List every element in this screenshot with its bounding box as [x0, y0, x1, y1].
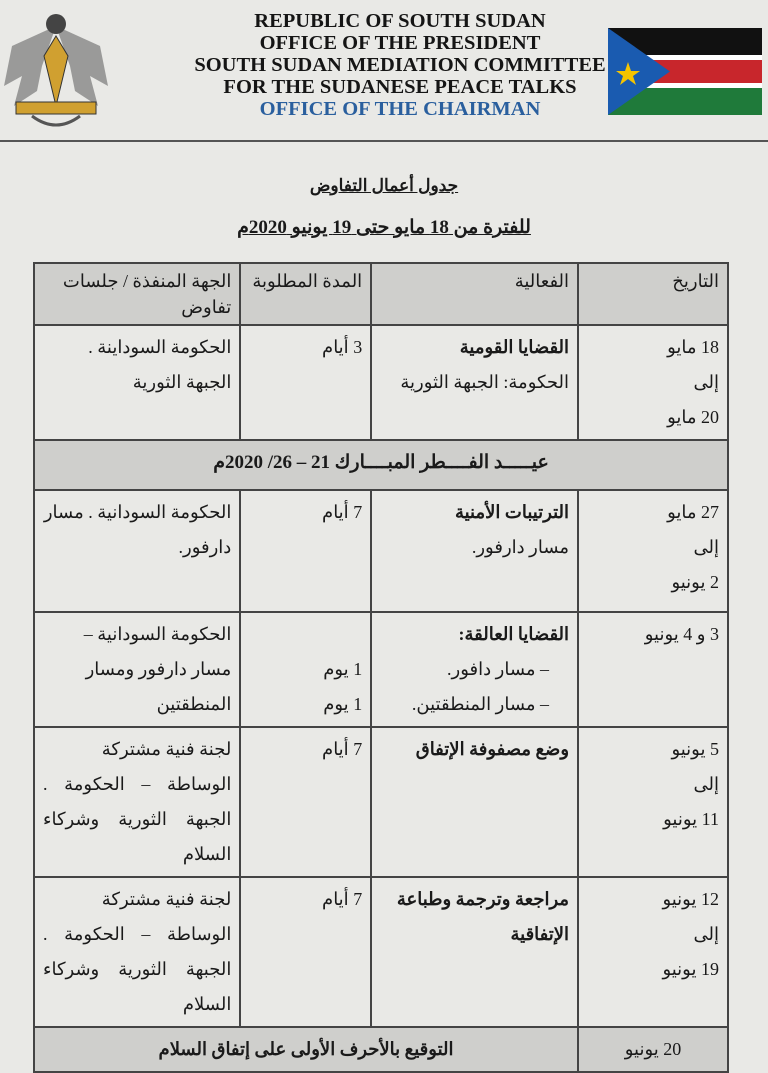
date-line: إلى: [693, 774, 719, 794]
header-activity: الفعالية: [371, 263, 578, 325]
date-line: 12 يونيو: [662, 889, 719, 909]
party-line: لجنة فنية مشتركة: [101, 739, 232, 759]
office-of-chairman: OFFICE OF THE CHAIRMAN: [259, 98, 541, 120]
date-cell: [578, 325, 728, 440]
table-header-row: [34, 263, 728, 325]
header-divider: [0, 140, 768, 142]
date-cell: [578, 877, 728, 1027]
activity-cell: [371, 325, 578, 440]
date-cell: [578, 727, 728, 877]
header-date: التاريخ: [578, 263, 728, 325]
table-row: [34, 490, 728, 612]
party-line: الحكومة السودانية – مسار دارفور ومسار المنطقتين: [83, 624, 232, 714]
date-line: إلى: [693, 372, 719, 392]
signing-cell: التوقيع بالأحرف الأولى على إتفاق السلام: [34, 1027, 578, 1072]
activity-line: – مسار دافور.: [447, 659, 550, 679]
duration-line: [249, 617, 362, 652]
activity-title: القضايا القومية: [459, 337, 570, 357]
duration-cell: [240, 877, 371, 1027]
date-line: 3 و 4 يونيو: [644, 624, 719, 644]
letterhead-line: SOUTH SUDAN MEDIATION COMMITTEE: [194, 54, 606, 76]
table-row: [34, 612, 728, 727]
letterhead-line: OFFICE OF THE PRESIDENT: [259, 32, 541, 54]
letterhead-line: FOR THE SUDANESE PEACE TALKS: [223, 76, 577, 98]
date-line: 20 مايو: [667, 407, 719, 427]
activity-cell: [371, 612, 578, 727]
eid-banner: عيـــــد الفــــطر المبــــارك 21 – 26/ 2020م: [34, 440, 728, 490]
activity-cell: [371, 877, 578, 1027]
date-line: 27 مايو: [667, 502, 719, 522]
document-subtitle: للفترة من 18 مايو حتى 19 يونيو 2020م: [237, 217, 531, 238]
letterhead-line: REPUBLIC OF SOUTH SUDAN: [254, 10, 546, 32]
activity-cell: [371, 490, 578, 612]
duration-line: 7 أيام: [322, 889, 363, 909]
party-cell: [34, 490, 240, 612]
duration-line: 1 يوم: [323, 694, 363, 714]
activity-line: مسار دارفور.: [471, 537, 570, 557]
activity-title: القضايا العالقة:: [458, 624, 570, 644]
table-row: [34, 727, 728, 877]
duration-cell: [240, 490, 371, 612]
activity-title: مراجعة وترجمة وطباعة الإتفاقية: [396, 889, 570, 944]
date-cell: [578, 1027, 728, 1072]
party-cell: [34, 727, 240, 877]
duration-line: 7 أيام: [322, 502, 363, 522]
date-cell: [578, 490, 728, 612]
table-row: [34, 1027, 728, 1072]
date-line: إلى: [693, 537, 719, 557]
party-cell: [34, 612, 240, 727]
duration-cell: [240, 727, 371, 877]
south-sudan-flag: [608, 28, 762, 115]
schedule-table: [33, 262, 729, 1073]
table-row: [34, 325, 728, 440]
south-sudan-emblem: [2, 6, 110, 136]
party-cell: [34, 877, 240, 1027]
date-line: 2 يونيو: [671, 572, 719, 592]
activity-cell: [371, 727, 578, 877]
date-line: 19 يونيو: [662, 959, 719, 979]
date-line: 20 يونيو: [624, 1039, 682, 1059]
date-line: 18 مايو: [667, 337, 719, 357]
table-row: [34, 877, 728, 1027]
party-cell: [34, 325, 240, 440]
date-cell: [578, 612, 728, 727]
activity-line: الحكومة: الجبهة الثورية: [400, 372, 570, 392]
header-duration: المدة المطلوبة: [240, 263, 371, 325]
document-title: جدول أعمال التفاوض: [309, 176, 459, 195]
duration-line: 1 يوم: [323, 659, 363, 679]
party-line: الوساطة – الحكومة . الجبهة الثورية وشركاء السلام: [43, 774, 232, 864]
activity-title: وضع مصفوفة الإتفاق: [415, 739, 570, 759]
duration-line: 3 أيام: [322, 337, 363, 357]
party-line: الحكومة السوداينة . الجبهة الثورية: [88, 337, 232, 392]
header-party: الجهة المنفذة / جلسات تفاوض: [34, 263, 240, 325]
duration-cell: [240, 325, 371, 440]
activity-line: – مسار المنطقتين.: [411, 694, 550, 714]
date-line: 5 يونيو: [671, 739, 719, 759]
duration-line: 7 أيام: [322, 739, 363, 759]
party-line: الوساطة – الحكومة . الجبهة الثورية وشركاء السلام: [43, 924, 232, 1014]
party-line: لجنة فنية مشتركة: [101, 889, 232, 909]
duration-cell: [240, 612, 371, 727]
date-line: إلى: [693, 924, 719, 944]
letterhead: [120, 10, 680, 120]
party-line: الحكومة السودانية . مسار دارفور.: [43, 502, 232, 557]
date-line: 11 يونيو: [663, 809, 719, 829]
activity-title: الترتيبات الأمنية: [454, 502, 570, 522]
eid-banner-row: [34, 440, 728, 490]
